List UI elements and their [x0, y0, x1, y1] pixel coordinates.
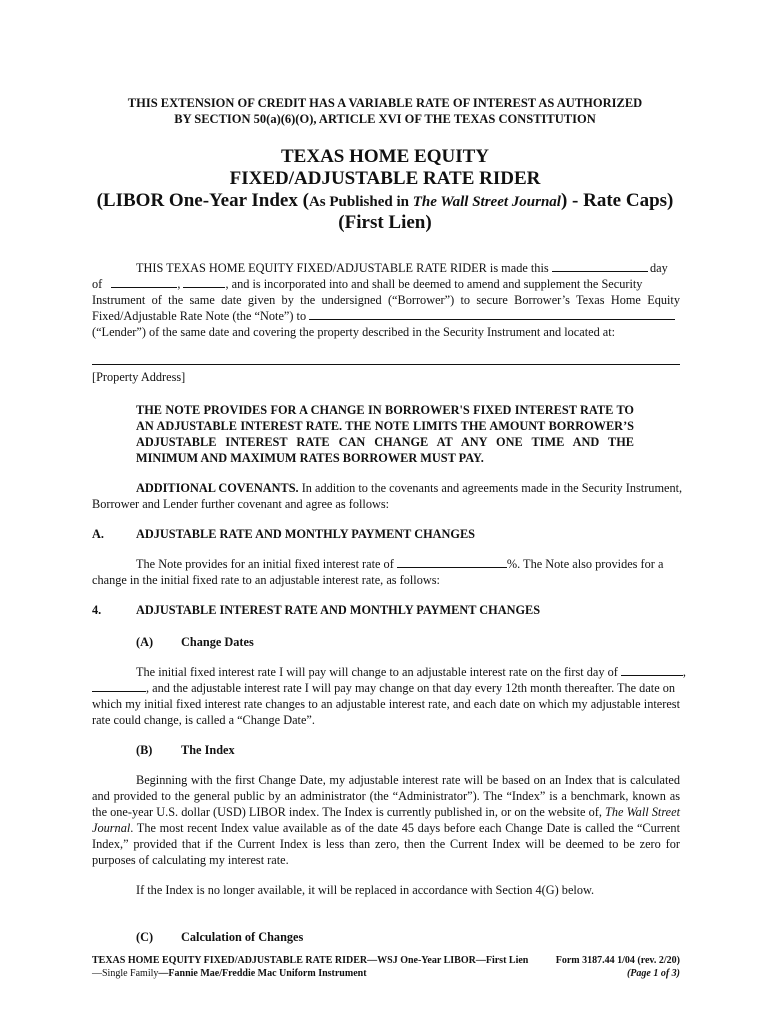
section-4-title: ADJUSTABLE INTEREST RATE AND MONTHLY PAYMENT CHANGES	[136, 603, 541, 617]
intro-text-2: , and is incorporated into and shall be deemed to amend and supplement the Security	[225, 277, 643, 291]
covenants-heading: ADDITIONAL COVENANTS.	[136, 481, 299, 495]
subsection-c-label: (C)	[136, 930, 154, 944]
day-blank[interactable]	[552, 260, 648, 272]
intro-line-2: of , , and is incorporated into and shall be deemed to amend and supplement the Security	[92, 277, 643, 291]
subsection-b-line-2: and provided to the general public by an administrator (the “Administrator”). The “Index” is a benchmark, known as	[92, 789, 680, 803]
title-line-3-italic: The Wall Street Journal	[412, 194, 561, 210]
notice-line-3: ADJUSTABLE INTEREST RATE CAN CHANGE AT ANY ONE TIME AND THE	[136, 435, 634, 449]
subsection-b-line-3	[92, 804, 680, 821]
notice-line-4: MINIMUM AND MAXIMUM RATES BORROWER MUST PAY.	[136, 451, 484, 465]
subsection-b-line-6: purposes of calculating my interest rate.	[92, 853, 289, 867]
subsection-b-label: (B)	[136, 743, 153, 757]
intro-note-text: Fixed/Adjustable Rate Note (the “Note”) to	[92, 309, 307, 323]
subsection-b-text-3: the one-year U.S. dollar (USD) LIBOR index. The Index is currently published in, or on the website of,	[92, 805, 606, 819]
property-address-line[interactable]	[92, 364, 680, 365]
section-a-line-2: change in the initial fixed rate to an adjustable interest rate, as follows:	[92, 573, 440, 587]
footer-uniform-instrument: —Fannie Mae/Freddie Mac Uniform Instrument	[158, 968, 367, 979]
notice-line-1: THE NOTE PROVIDES FOR A CHANGE IN BORROWER'S FIXED INTEREST RATE TO	[136, 403, 634, 417]
intro-text: THIS TEXAS HOME EQUITY FIXED/ADJUSTABLE RATE RIDER is made this	[136, 261, 549, 275]
title-line-3	[60, 190, 710, 213]
wsj-italic: The Wall Street	[605, 805, 681, 819]
subsection-b-title: The Index	[181, 743, 235, 757]
subsection-b-line-7: If the Index is no longer available, it will be replaced in accordance with Section 4(G) below.	[136, 883, 595, 897]
intro-day-label: day	[650, 261, 668, 275]
subsection-b-line-5: Index,” provided that if the Current Index is less than zero, then the Current Index will be deemed to be zero for	[92, 837, 680, 851]
header-line-2: BY SECTION 50(a)(6)(O), ARTICLE XVI OF THE TEXAS CONSTITUTION	[174, 112, 596, 126]
section-a-title: ADJUSTABLE RATE AND MONTHLY PAYMENT CHANGES	[136, 527, 476, 541]
footer-page-number: (Page 1 of 3)	[626, 968, 680, 979]
first-change-year-blank[interactable]	[92, 680, 146, 692]
footer-form-number: Form 3187.44 1/04 (rev. 2/20)	[555, 955, 680, 966]
title-line-2: FIXED/ADJUSTABLE RATE RIDER	[229, 168, 541, 189]
title-line-1: TEXAS HOME EQUITY	[281, 146, 489, 167]
intro-line-1	[136, 260, 648, 277]
first-change-month-blank[interactable]	[621, 664, 683, 676]
property-address-label: [Property Address]	[92, 370, 186, 384]
notice-line-2: AN ADJUSTABLE INTEREST RATE. THE NOTE LIMITS THE AMOUNT BORROWER’S	[136, 419, 634, 433]
lender-name-blank[interactable]	[309, 308, 675, 320]
intro-of-label: of	[92, 277, 103, 291]
subsection-c-title: Calculation of Changes	[181, 930, 304, 944]
section-a-line-1	[136, 556, 663, 573]
year-blank[interactable]	[183, 276, 225, 288]
subsection-a-line-1: The initial fixed interest rate I will pay will change to an adjustable interest rate on the first day of ,	[136, 665, 686, 679]
footer-left-line-1: TEXAS HOME EQUITY FIXED/ADJUSTABLE RATE RIDER—WSJ One-Year LIBOR—First Lien	[92, 955, 529, 966]
section-a-text: The Note provides for an initial fixed interest rate of	[136, 557, 394, 571]
intro-line-5: (“Lender”) of the same date and covering the property described in the Security Instrument and located at:	[92, 325, 616, 339]
subsection-a-line-2	[92, 680, 675, 697]
month-blank[interactable]	[111, 276, 177, 288]
intro-line-4	[92, 308, 675, 325]
subsection-b-line-4	[92, 820, 680, 837]
title-line-3-pre: (LIBOR One-Year Index (	[96, 190, 309, 211]
subsection-b-text-4: . The most recent Index value available as of the date 45 days before each Change Date is called the “Current	[130, 821, 680, 835]
section-4-label: 4.	[92, 603, 102, 617]
initial-rate-blank[interactable]	[397, 556, 507, 568]
header-line-1: THIS EXTENSION OF CREDIT HAS A VARIABLE RATE OF INTEREST AS AUTHORIZED	[127, 96, 643, 110]
subsection-a-text-2: , and the adjustable interest rate I will pay may change on that day every 12th month thereafter. The date on	[146, 681, 676, 695]
footer-left-line-2	[92, 967, 367, 980]
covenants-line-1	[136, 480, 683, 497]
covenants-text: In addition to the covenants and agreements made in the Security Instrument,	[298, 481, 683, 495]
title-line-3-small: As Published in	[308, 194, 413, 210]
subsection-a-label: (A)	[136, 635, 154, 649]
title-line-3-post: ) - Rate Caps)	[560, 190, 674, 211]
section-a-text-2: %. The Note also provides for a	[506, 557, 664, 571]
subsection-a-line-3: which my initial fixed interest rate changes to an adjustable interest rate, and each date on which my adjustable interest	[92, 697, 680, 711]
subsection-a-line-4: rate could change, is called a “Change Date”.	[92, 713, 315, 727]
subsection-b-line-1: Beginning with the first Change Date, my adjustable interest rate will be based on an Index that is calculated	[136, 773, 680, 787]
subsection-a-title: Change Dates	[181, 635, 254, 649]
footer-single-family: —Single Family	[92, 968, 159, 979]
journal-italic: Journal	[92, 821, 131, 835]
covenants-line-2: Borrower and Lender further covenant and agree as follows:	[92, 497, 390, 511]
intro-line-3: Instrument of the same date given by the undersigned (“Borrower”) to secure Borrower’s Texas Home Equity	[92, 293, 680, 307]
section-a-label: A.	[92, 527, 104, 541]
subsection-a-text: The initial fixed interest rate I will pay will change to an adjustable interest rate on the first day of	[136, 665, 618, 679]
title-line-4: (First Lien)	[338, 212, 432, 233]
